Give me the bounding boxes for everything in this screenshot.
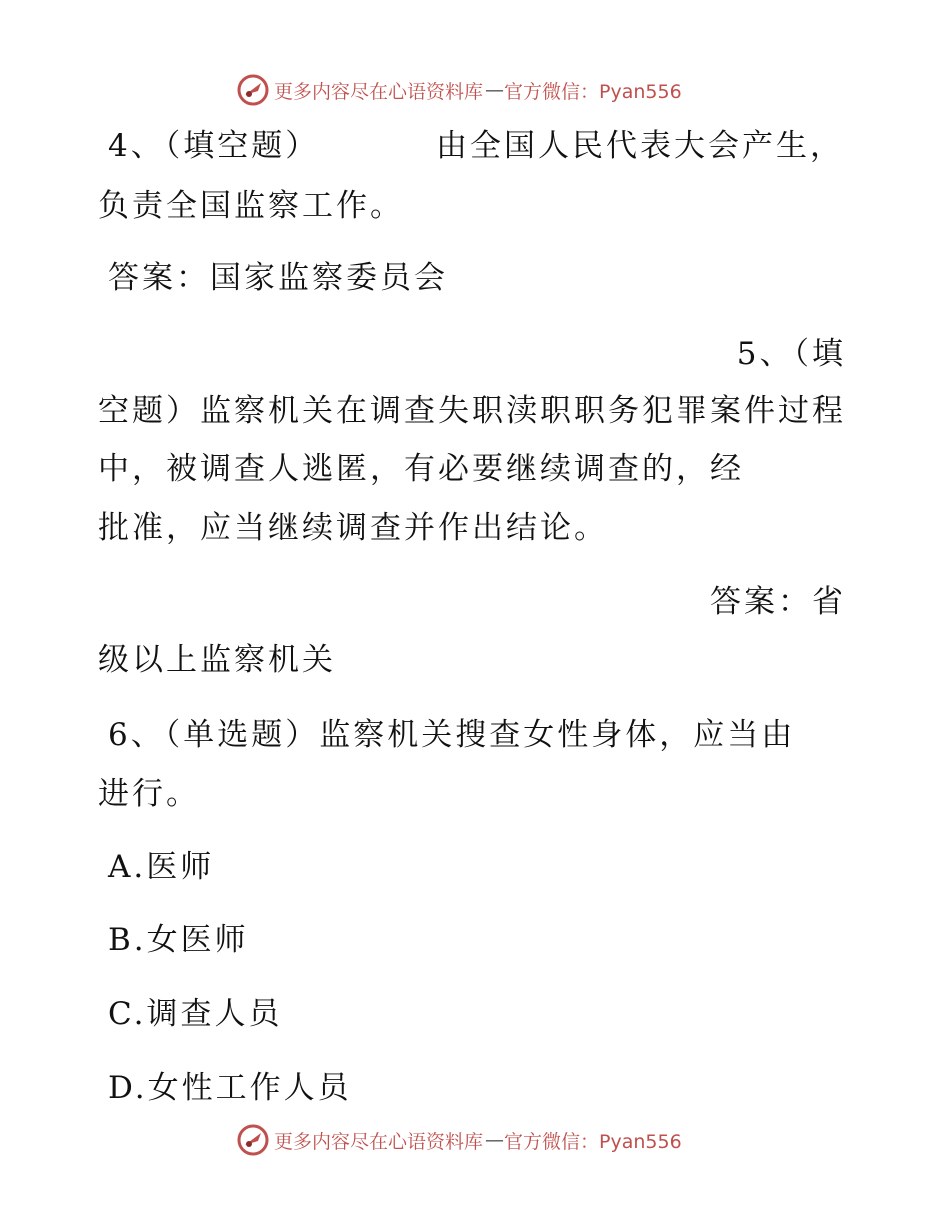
q6-line1: 6、（单选题）监察机关搜查女性身体，应当由 (108, 717, 796, 753)
banner-sub-text: 官方微信：Pyan556 (504, 1130, 682, 1153)
q4-line1-rest: 由全国人民代表大会产生， (436, 128, 844, 164)
q6-line2: 进行。 (98, 776, 200, 812)
banner-separator: — (485, 1129, 505, 1151)
q5-answer-line1: 答案：省 (710, 584, 846, 620)
q5-line1: 5、（填 (736, 336, 846, 372)
header-banner (236, 72, 682, 108)
brand-logo-icon (236, 1123, 270, 1157)
brand-logo-icon (236, 73, 270, 107)
q4-line2: 负责全国监察工作。 (98, 188, 404, 224)
q5-line2: 空题）监察机关在调查失职渎职职务犯罪案件过程 (98, 393, 846, 429)
banner-main-text: 更多内容尽在心语资料库 (274, 80, 484, 103)
q6-option-a: A.医师 (108, 849, 215, 885)
q4-answer: 答案：国家监察委员会 (108, 260, 448, 296)
q5-answer-line2: 级以上监察机关 (98, 642, 336, 678)
q5-line3: 中，被调查人逃匿，有必要继续调查的，经 (98, 451, 744, 487)
footer-banner (236, 1122, 682, 1158)
banner-main-text: 更多内容尽在心语资料库 (274, 1130, 484, 1153)
q4-line1-prefix: 4、（填空题） (108, 128, 320, 164)
q6-option-c: C.调查人员 (108, 996, 283, 1032)
q5-line4: 批准，应当继续调查并作出结论。 (98, 510, 608, 546)
q6-option-d: D.女性工作人员 (108, 1070, 352, 1106)
banner-separator: — (485, 79, 505, 101)
banner-sub-text: 官方微信：Pyan556 (504, 80, 682, 103)
q6-option-b: B.女医师 (108, 922, 249, 958)
